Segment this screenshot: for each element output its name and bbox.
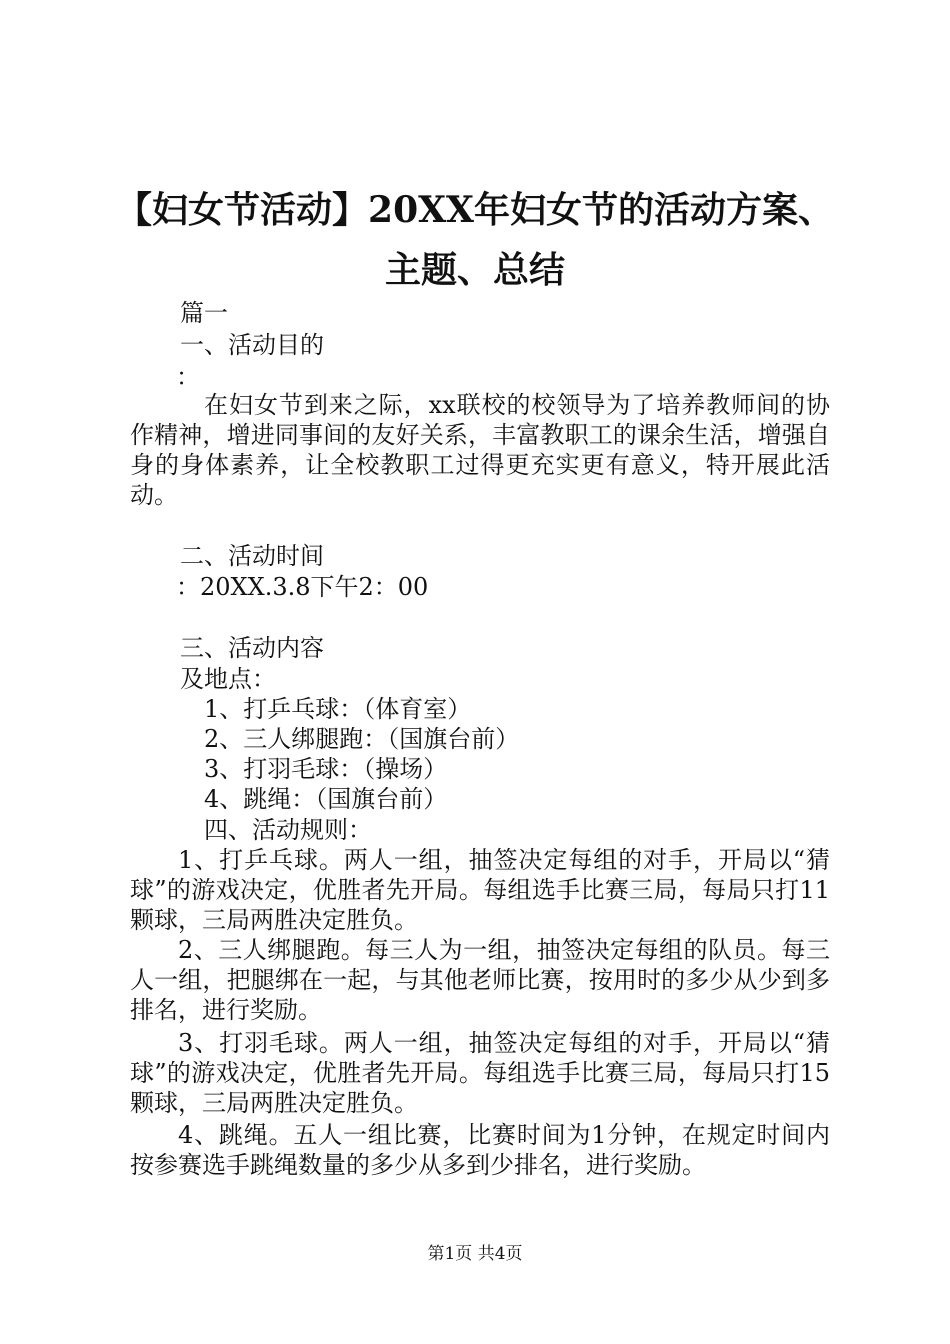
- time-value: ：20XX.3.8下午2：00: [176, 573, 429, 601]
- rule-paragraph-2: 2、三人绑腿跑。每三人为一组，抽签决定每组的队员。每三人一组，把腿绑在一起，与其他老师比赛，按用时的多少从少到多排名，进行奖励。: [130, 936, 830, 1024]
- rule-paragraph-1: 1、打乒乓球。两人一组，抽签决定每组的对手，开局以“猜球”的游戏决定，优胜者先开局。每组选手比赛三局，每局只打11颗球，三局两胜决定胜负。: [130, 846, 830, 934]
- time-heading: 二、活动时间: [180, 542, 324, 570]
- section-label: 篇一: [180, 299, 228, 327]
- document-title-line-2: 主题、总结: [384, 249, 565, 291]
- content-item-1: 1、打乒乓球：（体育室）: [204, 695, 472, 723]
- content-item-3: 3、打羽毛球：（操场）: [204, 755, 448, 783]
- rule-paragraph-3: 3、打羽毛球。两人一组，抽签决定每组的对手，开局以“猜球”的游戏决定，优胜者先开局。每组选手比赛三局，每局只打15颗球，三局两胜决定胜负。: [130, 1029, 830, 1117]
- content-item-4: 4、跳绳：（国旗台前）: [204, 785, 448, 813]
- content-subheading: 及地点：: [180, 665, 276, 693]
- rules-heading: 四、活动规则：: [204, 816, 372, 844]
- rule-paragraph-4: 4、跳绳。五人一组比赛，比赛时间为1分钟，在规定时间内按参赛选手跳绳数量的多少从多到少排名，进行奖励。: [130, 1121, 830, 1179]
- page-footer: 第1页 共4页: [427, 1244, 523, 1264]
- content-heading: 三、活动内容: [180, 634, 324, 662]
- content-item-2: 2、三人绑腿跑：（国旗台前）: [204, 725, 520, 753]
- document-title-line-1: 【妇女节活动】20XX年妇女节的活动方案、: [116, 189, 834, 231]
- purpose-paragraph: 在妇女节到来之际，xx联校的校领导为了培养教师间的协作精神，增进同事间的友好关系，丰富教职工的课余生活，增强自身的身体素养，让全校教职工过得更充实更有意义，特开展此活动。: [130, 391, 830, 509]
- purpose-colon: ：: [176, 363, 200, 391]
- purpose-heading: 一、活动目的: [180, 331, 324, 359]
